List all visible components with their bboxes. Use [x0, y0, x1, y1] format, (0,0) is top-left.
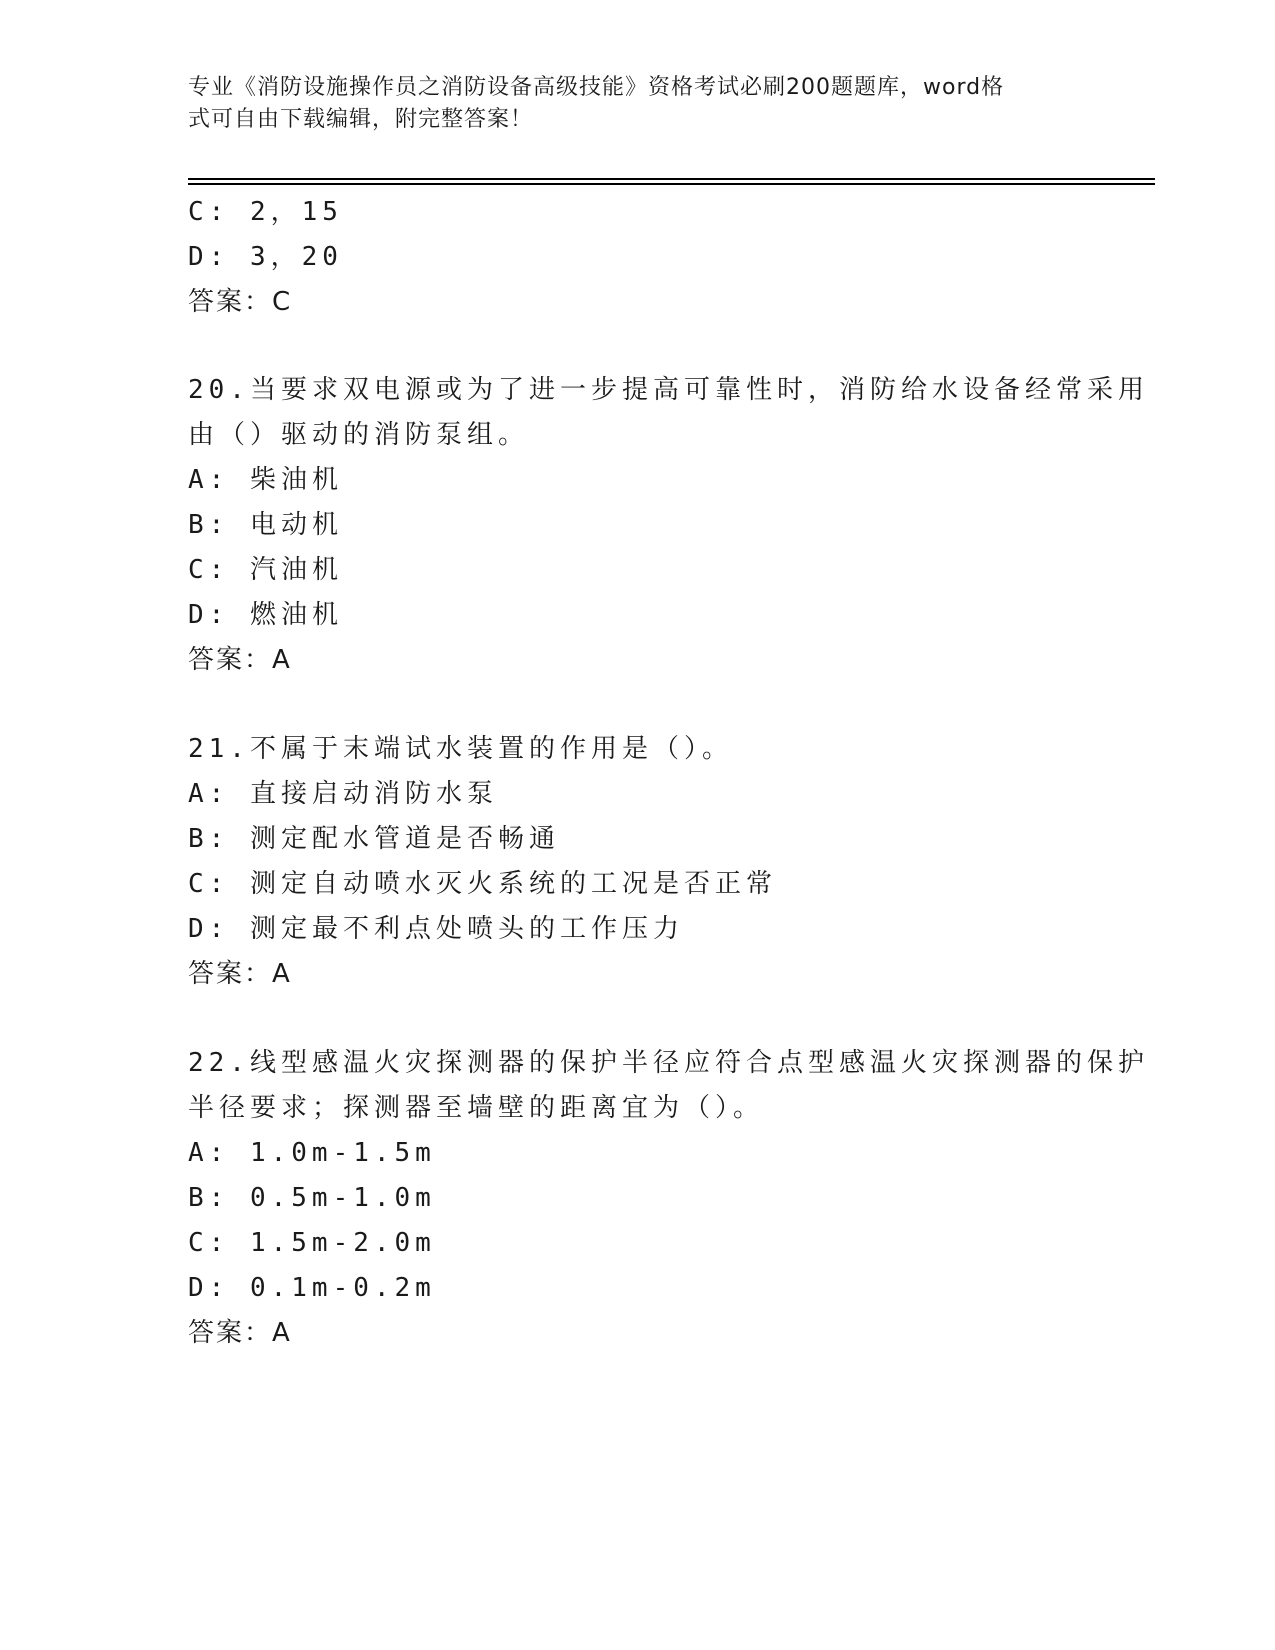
- q21-option-c: C: 测定自动喷水灭火系统的工况是否正常: [188, 869, 777, 899]
- q22-answer: 答案：A: [188, 1318, 292, 1348]
- q21-option-b: B: 测定配水管道是否畅通: [188, 824, 560, 854]
- q21-stem-line-1: 21.不属于末端试水装置的作用是（）。: [188, 734, 733, 764]
- q22-option-c: C: 1.5m-2.0m: [188, 1228, 436, 1258]
- header-line-2: 式可自由下载编辑，附完整答案！: [188, 107, 534, 132]
- header-divider-bottom: [188, 183, 1155, 185]
- header-divider-top: [188, 178, 1155, 180]
- q20-option-b: B: 电动机: [188, 510, 343, 540]
- q22-option-d: D: 0.1m-0.2m: [188, 1273, 436, 1303]
- q22-stem-line-2: 半径要求；探测器至墙壁的距离宜为（）。: [188, 1093, 765, 1123]
- q20-option-a: A: 柴油机: [188, 465, 343, 495]
- prev-answer: 答案：C: [188, 287, 293, 317]
- prev-option-c: C: 2，15: [188, 197, 343, 227]
- q20-answer: 答案：A: [188, 645, 292, 675]
- q22-option-b: B: 0.5m-1.0m: [188, 1183, 436, 1213]
- q20-option-d: D: 燃油机: [188, 600, 343, 630]
- prev-option-d: D: 3，20: [188, 242, 343, 272]
- q22-option-a: A: 1.0m-1.5m: [188, 1138, 436, 1168]
- q20-stem-line-1: 20.当要求双电源或为了进一步提高可靠性时，消防给水设备经常采用: [188, 375, 1149, 405]
- q21-option-d: D: 测定最不利点处喷头的工作压力: [188, 914, 684, 944]
- document-header: [188, 72, 1068, 136]
- q21-option-a: A: 直接启动消防水泵: [188, 779, 498, 809]
- q21-answer: 答案：A: [188, 959, 292, 989]
- q20-stem-line-2: 由（）驱动的消防泵组。: [188, 420, 530, 450]
- header-line-1: 专业《消防设施操作员之消防设备高级技能》资格考试必刷200题题库，word格: [188, 75, 1005, 100]
- q22-stem-line-1: 22.线型感温火灾探测器的保护半径应符合点型感温火灾探测器的保护: [188, 1048, 1149, 1078]
- q20-option-c: C: 汽油机: [188, 555, 343, 585]
